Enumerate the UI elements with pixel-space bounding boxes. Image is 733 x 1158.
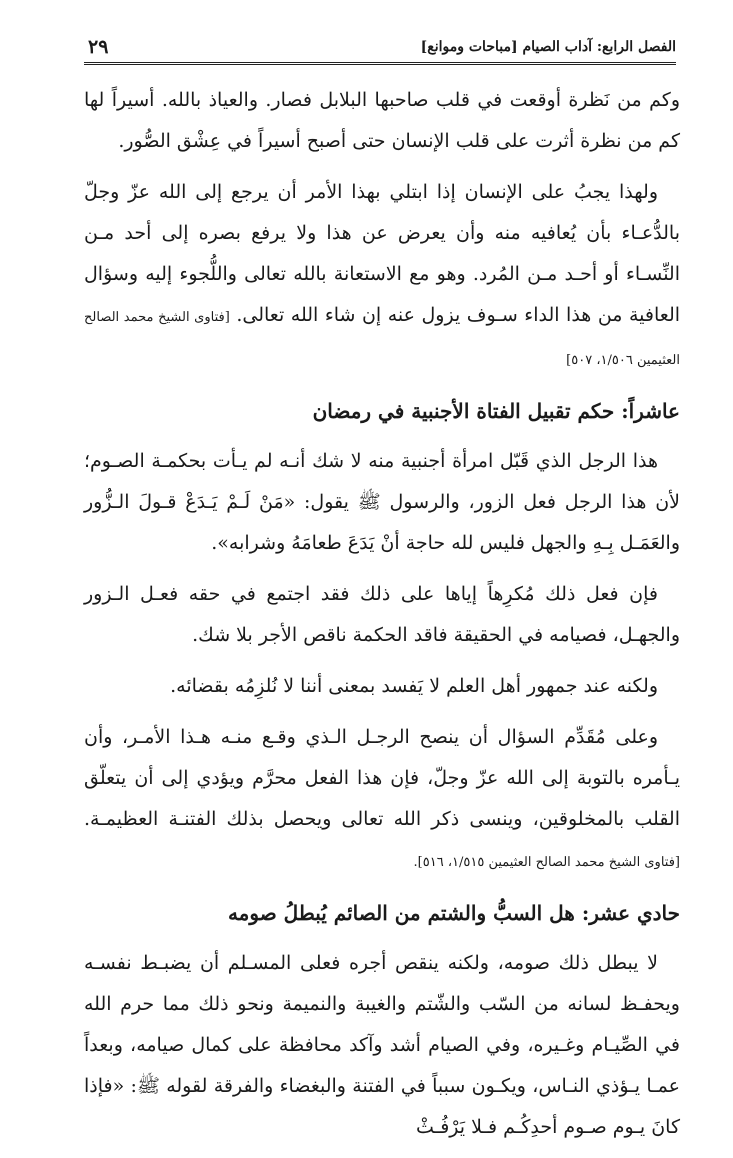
citation-1: [فتاوى الشيخ محمد الصالح العثيمين ١/٥٠٦، ٥٠٧] xyxy=(84,310,680,368)
section-heading-10: عاشراً: حكم تقبيل الفتاة الأجنبية في رمضان xyxy=(312,399,680,423)
paragraph-6-text: وعلى مُقَدِّم السؤال أن ينصح الرجـل الـذي وقـع منـه هـذا الأمـر، وأن يـأمره بالتوبة إلى الله عزّ وجلّ، فإن هذا الفعل محرَّم ويؤدي إلى أن يتعلّق القلب بالمخلوقين، وينسى ذكر الله تعالى ويحصل بذلك الفتنـة العظيمـة. xyxy=(84,726,680,830)
citation-2: [فتاوى الشيخ محمد الصالح العثيمين ١/٥١٥، ٥١٦]. xyxy=(413,855,680,870)
section-heading-11: حادي عشر: هل السبُّ والشتم من الصائم يُبطلُ صومه xyxy=(227,901,680,925)
paragraph-7: لا يبطل ذلك صومه، ولكنه ينقص أجره فعلى المسـلم أن يضبـط نفسـه ويحفـظ لسانه من السّب والشّتم والغيبة والنميمة ونحو ذلك مما حرم الله في الصِّيـام وغـيره، وفي الصيام أشد وآكد محافظة على كمال صيامه، وبعداً عمـا يـؤذي النـاس، ويكـون سبباً في الفتنة والبغضاء والفرقة لقوله ﷺ: «فإذا كانَ يـوم صـوم أحدِكُـم فـلا يَرْفُـثْ xyxy=(84,952,680,1138)
paragraph-2 xyxy=(84,172,680,381)
paragraph-2-text: ولهذا يجبُ على الإنسان إذا ابتلي بهذا الأمر أن يرجع إلى الله عزّ وجلّ بالدُّعـاء بأن يُعافيه منه وأن يعرض عن هذا ولا يرفع بصره إلى أحد مـن النِّسـاء أو أحـد مـن المُرد. وهو مع الاستعانة بالله تعالى واللُّجوء إليه وسؤال العافية من هذا الداء سـوف يزول عنه إن شاء الله تعالى. xyxy=(84,181,681,326)
running-header xyxy=(84,36,676,65)
paragraph-4: فإن فعل ذلك مُكرِهاً إياها على ذلك فقد اجتمع في حقه فعـل الـزور والجهـل، فصيامه في الحقيقة فاقد الحكمة ناقص الأجر بلا شك. xyxy=(84,583,680,646)
page-number: ٢٩ xyxy=(88,36,109,58)
page-body xyxy=(84,80,680,1158)
chapter-title: الفصل الرابع: آداب الصيام [مباحات وموانع] xyxy=(420,39,676,55)
paragraph-3: هذا الرجل الذي قَبّل امرأة أجنبية منه لا شك أنـه لم يـأت بحكمـة الصـوم؛ لأن هذا الرجل فعل الزور، والرسول ﷺ يقول: «مَنْ لَـمْ يَـدَعْ قـولَ الـزُّور والعَمَـل بِـهِ والجهل فليس لله حاجة أنْ يَدَعَ طعامَهُ وشرابه». xyxy=(84,450,680,554)
paragraph-6 xyxy=(84,717,680,883)
paragraph-5: ولكنه عند جمهور أهل العلم لا يَفسد بمعنى أننا لا نُلزِمُه بقضائه. xyxy=(170,675,658,697)
paragraph-1: وكم من نَظرة أوقعت في قلب صاحبها البلابل فصار. والعياذ بالله. أسيراً لها كم من نظرة أثرت على قلب الإنسان حتى أصبح أسيراً في عِشْق الصُّور. xyxy=(84,89,680,152)
